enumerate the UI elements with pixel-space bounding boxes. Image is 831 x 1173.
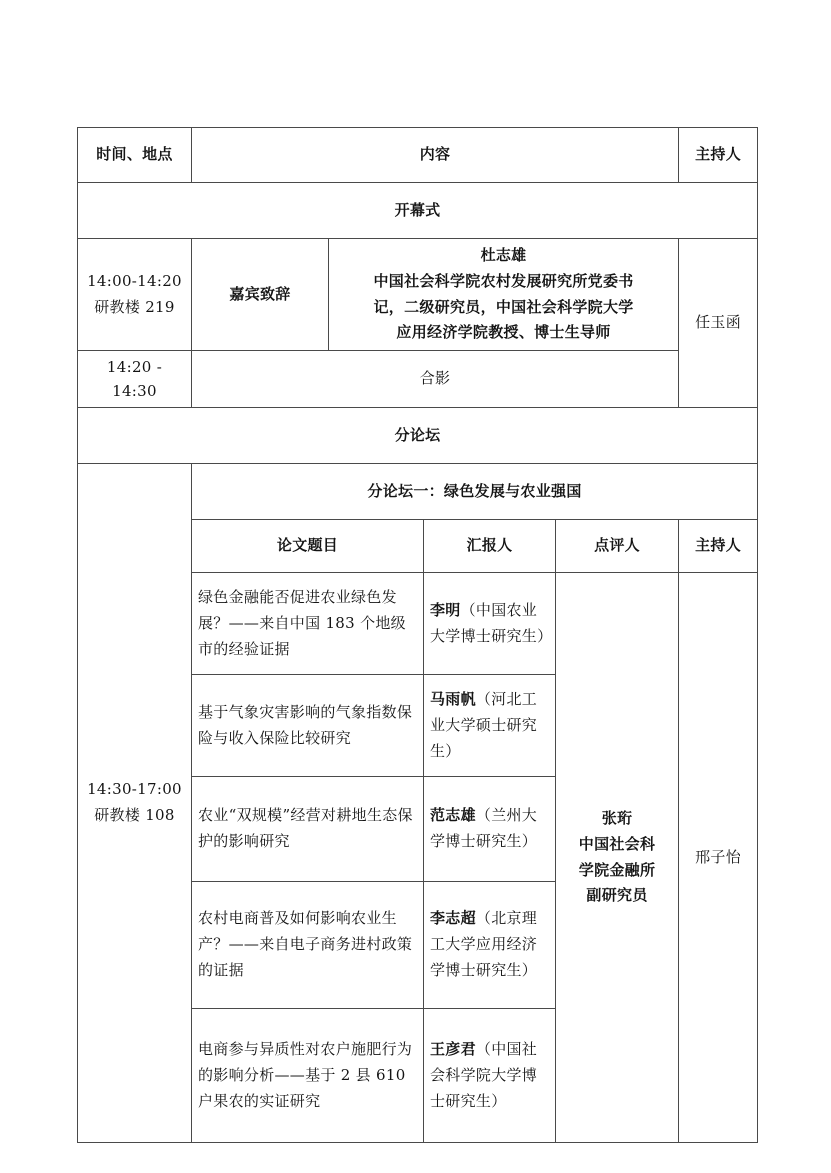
presenter-affiliation: （中国社会科学院大学博士研究生） bbox=[430, 1039, 538, 1110]
opening-banner-row bbox=[78, 183, 758, 239]
discussant-name: 张珩 bbox=[601, 809, 633, 828]
subforum-banner-row bbox=[78, 408, 758, 464]
header-time-place: 时间、地点 bbox=[78, 128, 192, 183]
column-header-discussant: 点评人 bbox=[556, 520, 679, 573]
speaker-title-line-3: 应用经济学院教授、博士生导师 bbox=[396, 323, 611, 342]
opening-ceremony-banner: 开幕式 bbox=[78, 183, 758, 239]
subforum-place: 研教楼 108 bbox=[94, 806, 175, 825]
subforum-one-title: 分论坛一：绿色发展与农业强国 bbox=[192, 464, 758, 520]
presenter-name: 李明 bbox=[430, 600, 461, 619]
discussant-cell bbox=[556, 573, 679, 1143]
presenter-affiliation: （北京理工大学应用经济学博士研究生） bbox=[430, 909, 538, 980]
discussant-affiliation-line-2: 学院金融所 bbox=[578, 860, 656, 879]
paper-title: 电商参与异质性对农户施肥行为的影响分析——基于 2 县 610 户果农的实证研究 bbox=[192, 1009, 424, 1143]
speaker-info-cell bbox=[329, 239, 679, 351]
speaker-title-line-1: 中国社会科学院农村发展研究所党委书 bbox=[373, 271, 634, 290]
column-header-paper-title: 论文题目 bbox=[192, 520, 424, 573]
column-header-moderator: 主持人 bbox=[679, 520, 758, 573]
header-content: 内容 bbox=[192, 128, 679, 183]
paper-presenter bbox=[424, 1009, 556, 1143]
opening-host: 任玉函 bbox=[679, 239, 758, 408]
discussant-affiliation-line-1: 中国社会科 bbox=[578, 834, 656, 853]
presenter-name: 王彦君 bbox=[430, 1039, 476, 1058]
header-host: 主持人 bbox=[679, 128, 758, 183]
paper-title: 农村电商普及如何影响农业生产？——来自电子商务进村政策的证据 bbox=[192, 882, 424, 1009]
opening-place: 研教楼 219 bbox=[94, 297, 175, 316]
subforum-time: 14:30-17:00 bbox=[87, 780, 182, 799]
presenter-affiliation: （兰州大学博士研究生） bbox=[430, 806, 538, 851]
paper-presenter bbox=[424, 777, 556, 882]
paper-title: 基于气象灾害影响的气象指数保险与收入保险比较研究 bbox=[192, 675, 424, 777]
paper-title: 绿色金融能否促进农业绿色发展？——来自中国 183 个地级市的经验证据 bbox=[192, 573, 424, 675]
photo-time: 14:20 - 14:30 bbox=[78, 351, 192, 408]
discussant-affiliation-line-3: 副研究员 bbox=[586, 886, 648, 905]
opening-time: 14:00-14:20 bbox=[87, 271, 182, 290]
presenter-name: 马雨帆 bbox=[430, 689, 476, 708]
paper-presenter bbox=[424, 675, 556, 777]
subforum-banner: 分论坛 bbox=[78, 408, 758, 464]
column-header-presenter: 汇报人 bbox=[424, 520, 556, 573]
subforum-time-place-cell bbox=[78, 464, 192, 1143]
table-header-row bbox=[78, 128, 758, 183]
guest-speech-label: 嘉宾致辞 bbox=[192, 239, 329, 351]
speaker-name: 杜志雄 bbox=[480, 246, 527, 264]
subforum-title-row bbox=[78, 464, 758, 520]
presenter-affiliation: （河北工业大学硕士研究生） bbox=[430, 689, 538, 760]
agenda-table bbox=[77, 127, 758, 1143]
opening-speech-row bbox=[78, 239, 758, 351]
paper-title: 农业“双规模”经营对耕地生态保护的影响研究 bbox=[192, 777, 424, 882]
presenter-affiliation: （中国农业大学博士研究生） bbox=[430, 600, 553, 645]
paper-presenter bbox=[424, 882, 556, 1009]
speaker-title-line-2: 记，二级研究员，中国社会科学院大学 bbox=[373, 297, 634, 316]
opening-time-place-cell bbox=[78, 239, 192, 351]
presenter-name: 李志超 bbox=[430, 909, 476, 928]
group-photo-row bbox=[78, 351, 758, 408]
group-photo-label: 合影 bbox=[192, 351, 679, 408]
paper-presenter bbox=[424, 573, 556, 675]
subforum-moderator: 邢子怡 bbox=[679, 573, 758, 1143]
presenter-name: 范志雄 bbox=[430, 806, 476, 825]
